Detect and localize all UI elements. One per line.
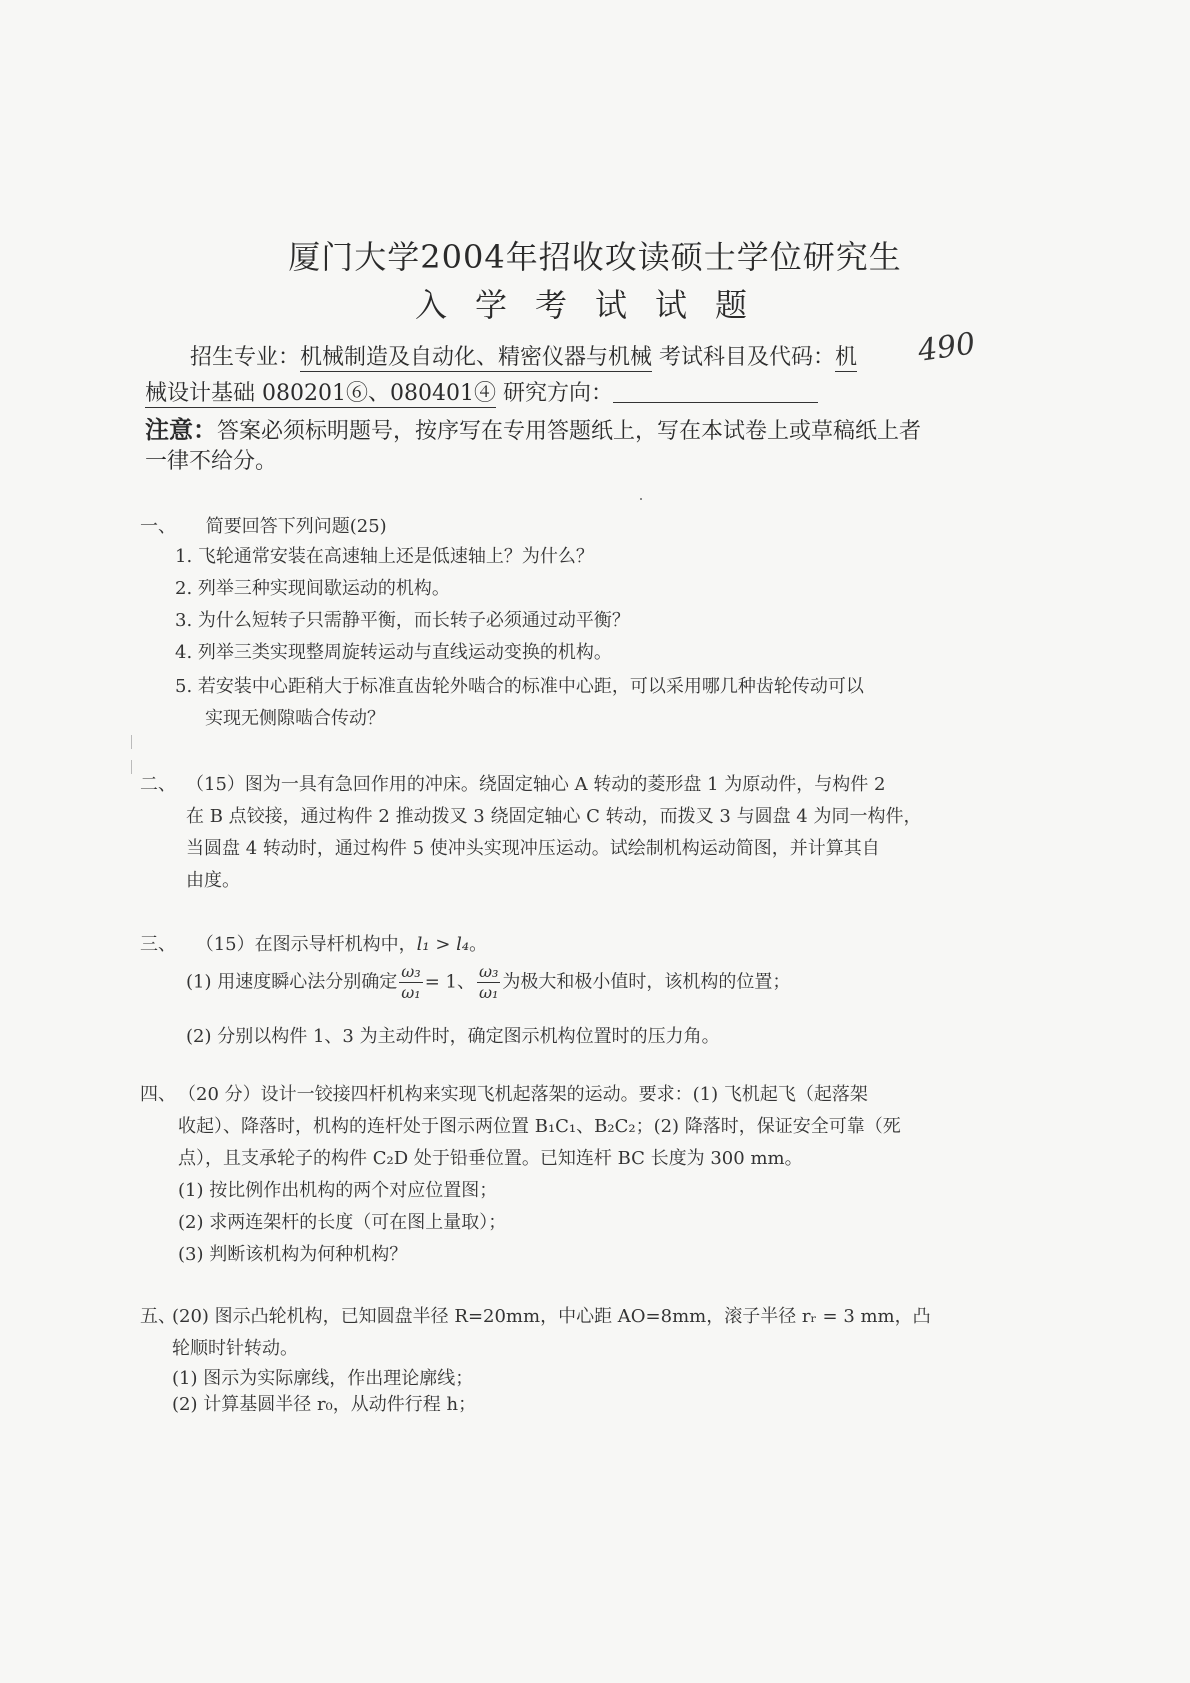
section3-heading [140,930,487,956]
section2-line: 在 B 点铰接，通过构件 2 推动拨叉 3 绕固定轴心 C 转动，而拨叉 3 与圆盘 4 为同一构件， [186,806,922,827]
major-label: 招生专业： [190,345,301,370]
section3-title-math: l₁ > l₄ [416,934,470,955]
section3-item1 [186,962,790,1003]
section4-line: 点），且支承轮子的构件 C₂D 处于铅垂位置。已知连杆 BC 长度为 300 mm。 [178,1148,803,1169]
scan-artifact [640,498,642,500]
section2-line: （15）图为一具有急回作用的冲床。绕固定轴心 A 转动的菱形盘 1 为原动件，与构件 2 [186,774,886,795]
section1-heading [140,512,387,538]
scan-artifact [131,735,132,749]
section4-item: (1) 按比例作出机构的两个对应位置图； [178,1180,498,1201]
section1-item: 实现无侧隙啮合传动？ [205,708,385,729]
section2-line: 由度。 [186,870,240,891]
notice-line1 [145,410,921,445]
section1-title: 简要回答下列问题(25) [205,516,387,537]
subject-value-part2: 械设计基础 080201⑥、080401④ [145,381,496,406]
section1-item: 4. 列举三类实现整周旋转运动与直线运动变换的机构。 [175,642,612,663]
section5-item: (1) 图示为实际廓线，作出理论廓线； [172,1368,474,1389]
section3-item2: (2) 分别以构件 1、3 为主动件时，确定图示机构位置时的压力角。 [186,1026,720,1047]
section5-line: 轮顺时针转动。 [172,1338,298,1359]
notice-label: 注意： [145,416,217,444]
subject-value-part1: 机 [835,345,858,370]
header-major-line [190,340,857,371]
exam-subtitle: 入学考试试题 [414,286,775,324]
header-subject-line [145,376,818,407]
omega-ratio-fraction: $\frac{\text{ω₃}}{\text{ω₁}}$ [478,962,499,1002]
section3-number: 三、 [140,934,176,955]
section2-line: 当圆盘 4 转动时，通过构件 5 使冲头实现冲压运动。试绘制机构运动简图，并计算其自 [186,838,880,859]
section4-line: （20 分）设计一铰接四杆机构来实现飞机起落架的运动。要求：(1) 飞机起飞（起落架 [178,1084,868,1105]
direction-blank [613,382,818,403]
subject-label: 考试科目及代码： [659,345,836,370]
section4-line: 收起）、降落时，机构的连杆处于图示两位置 B₁C₁、B₂C₂；(2) 降落时，保证安全可靠（死 [178,1116,901,1137]
section3-item1-post: 为极大和极小值时，该机构的位置； [502,971,791,993]
direction-label: 研究方向： [502,381,613,406]
section4-number: 四、 [140,1084,176,1105]
notice-line2: 一律不给分。 [145,449,278,474]
section1-item: 2. 列举三种实现间歇运动的机构。 [175,578,450,599]
exam-title: 厦门大学2004年招收攻读硕士学位研究生 [288,238,902,276]
section3-item1-mid: = 1、 [424,971,475,993]
omega-ratio-fraction: $\frac{\text{ω₃}}{\text{ω₁}}$ [401,962,421,1002]
section1-item: 1. 飞轮通常安装在高速轴上还是低速轴上？为什么？ [175,546,594,567]
major-value: 机械制造及自动化、精密仪器与机械 [300,345,653,370]
section3-item1-pre: (1) 用速度瞬心法分别确定 [186,971,398,993]
section2-number: 二、 [140,774,176,795]
section4-item: (2) 求两连架杆的长度（可在图上量取）； [178,1212,507,1233]
notice-text-1: 答案必须标明题号，按序写在专用答题纸上，写在本试卷上或草稿纸上者 [217,419,922,444]
section1-number: 一、 [140,516,176,537]
section4-item: (3) 判断该机构为何种机构？ [178,1244,408,1265]
section1-item: 3. 为什么短转子只需静平衡，而长转子必须通过动平衡？ [175,610,630,631]
section5-item: (2) 计算基圆半径 r₀，从动件行程 h； [172,1394,477,1415]
section1-item: 5. 若安装中心距稍大于标准直齿轮外啮合的标准中心距，可以采用哪几种齿轮传动可以 [175,676,864,697]
section5-number: 五、 [140,1306,176,1327]
section3-title-post: 。 [469,934,488,955]
handwritten-code: 490 [915,326,978,369]
section3-title-pre: （15）在图示导杆机构中， [195,934,417,955]
section5-line: (20) 图示凸轮机构，已知圆盘半径 R=20mm，中心距 AO=8mm，滚子半径 rᵣ = 3 mm，凸 [172,1306,931,1327]
scan-artifact [131,760,132,774]
